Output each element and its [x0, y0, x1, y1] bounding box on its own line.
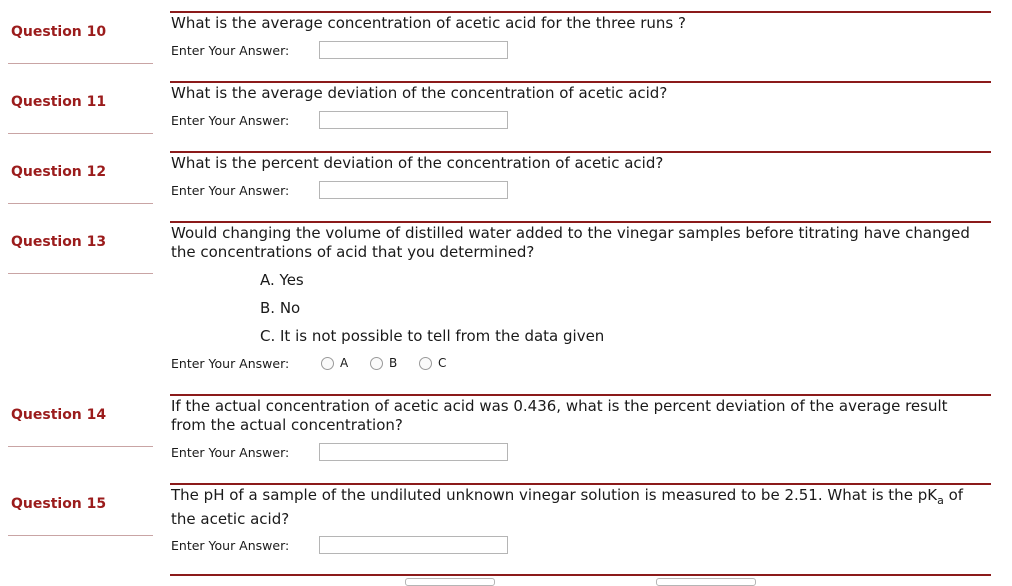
question-12-prompt: What is the percent deviation of the concentration of acetic acid?	[171, 154, 664, 172]
question-12-rule	[170, 151, 991, 153]
question-14-left-rule	[8, 446, 153, 447]
radio-a-label: A	[340, 356, 349, 370]
question-11-rule	[170, 81, 991, 83]
radio-option-b[interactable]	[370, 356, 397, 370]
question-15-rule	[170, 483, 991, 485]
question-10-rule	[170, 11, 991, 13]
radio-b-circle[interactable]	[370, 357, 383, 370]
question-15-subscript: a	[937, 494, 944, 507]
question-10-label: Question 10	[11, 24, 107, 40]
question-11-label: Question 11	[11, 94, 107, 110]
question-15-prompt-start: The pH of a sample of the undiluted unknown vinegar solution is measured to be 2.51. What is the pK	[171, 486, 938, 504]
radio-b-label: B	[389, 356, 398, 370]
question-14-prompt: If the actual concentration of acetic acid was 0.436, what is the percent deviation of the average result from the actual concentration?	[171, 397, 948, 434]
radio-option-a[interactable]	[321, 356, 348, 370]
question-11-prompt: What is the average deviation of the concentration of acetic acid?	[171, 84, 668, 102]
question-15-prompt-end: of the acetic acid?	[171, 486, 964, 528]
question-10-answer-label: Enter Your Answer:	[171, 43, 290, 58]
choice-a: A. Yes	[260, 271, 304, 289]
question-13-left-rule	[8, 273, 153, 274]
question-12-answer-input[interactable]	[319, 181, 508, 199]
bottom-button-left[interactable]	[405, 578, 495, 586]
question-14-answer-input[interactable]	[319, 443, 508, 461]
bottom-rule	[170, 574, 991, 576]
bottom-button-right[interactable]	[656, 578, 756, 586]
choice-b: B. No	[260, 299, 301, 317]
question-12-left-rule	[8, 203, 153, 204]
question-13-answer-label: Enter Your Answer:	[171, 356, 290, 371]
question-15-answer-input[interactable]	[319, 536, 508, 554]
question-13-prompt: Would changing the volume of distilled water added to the vinegar samples before titrating have changed the concentrations of acid that you determined?	[171, 224, 970, 261]
question-12-label: Question 12	[11, 164, 107, 180]
question-10-prompt: What is the average concentration of acetic acid for the three runs ?	[171, 14, 686, 32]
radio-c-circle[interactable]	[419, 357, 432, 370]
question-11-answer-input[interactable]	[319, 111, 508, 129]
question-15-left-rule	[8, 535, 153, 536]
radio-c-label: C	[438, 356, 447, 370]
question-14-rule	[170, 394, 991, 396]
question-14-label: Question 14	[11, 407, 107, 423]
question-15-prompt	[171, 486, 986, 529]
question-10-left-rule	[8, 63, 153, 64]
question-12-answer-label: Enter Your Answer:	[171, 183, 290, 198]
choice-c: C. It is not possible to tell from the data given	[260, 327, 605, 345]
question-13-rule	[170, 221, 991, 223]
question-14-answer-label: Enter Your Answer:	[171, 445, 290, 460]
question-11-answer-label: Enter Your Answer:	[171, 113, 290, 128]
radio-option-c[interactable]	[419, 356, 446, 370]
question-15-answer-label: Enter Your Answer:	[171, 538, 290, 553]
question-13-label: Question 13	[11, 234, 107, 250]
question-11-left-rule	[8, 133, 153, 134]
question-10-answer-input[interactable]	[319, 41, 508, 59]
question-15-label: Question 15	[11, 496, 107, 512]
radio-a-circle[interactable]	[321, 357, 334, 370]
